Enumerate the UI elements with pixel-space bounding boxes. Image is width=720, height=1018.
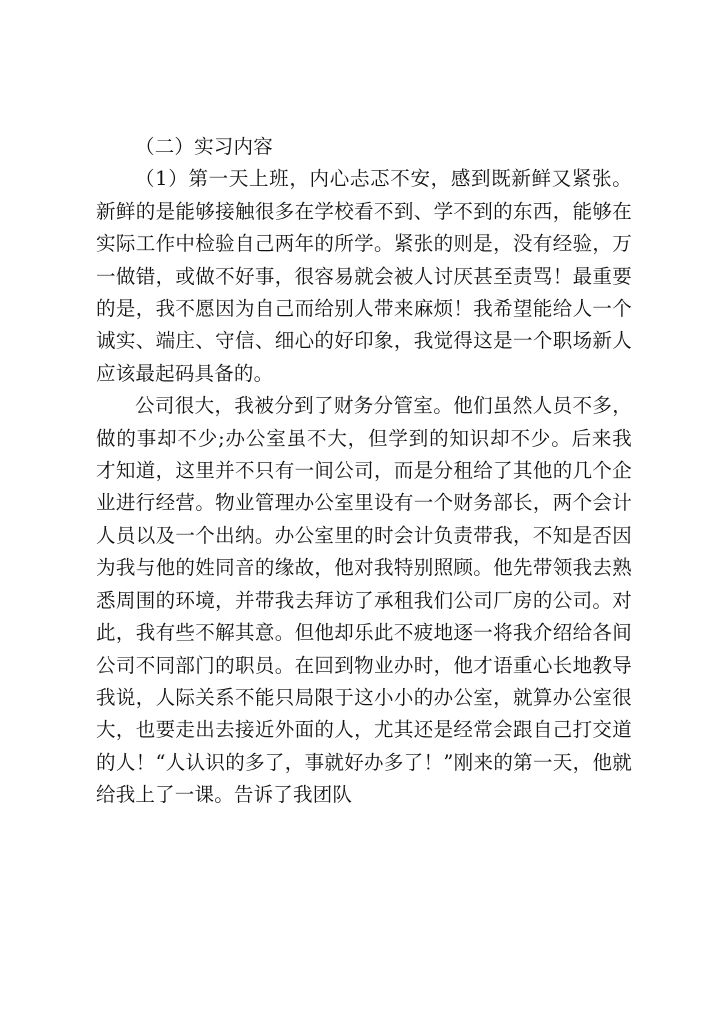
- document-body: [96, 131, 632, 812]
- paragraph-first-day: （1）第一天上班，内心忐忑不安，感到既新鲜又紧张。新鲜的是能够接触很多在学校看不到、学不到的东西，能够在实际工作中检验自己两年的所学。紧张的则是，没有经验，万一做错，或做不好事，很容易就会被人讨厌甚至责骂！最重要的是，我不愿因为自己而给别人带来麻烦！我希望能给人一个诚实、端庄、守信、细心的好印象，我觉得这是一个职场新人应该最起码具备的。: [96, 167, 632, 385]
- paragraph-company: 公司很大，我被分到了财务分管室。他们虽然人员不多，做的事却不少;办公室虽不大，但学到的知识却不少。后来我才知道，这里并不只有一间公司，而是分租给了其他的几个企业进行经营。物业管理办公室里设有一个财务部长，两个会计人员以及一个出纳。办公室里的时会计负责带我，不知是否因为我与他的姓同音的缘故，他对我特别照顾。他先带领我去熟悉周围的环境，并带我去拜访了承租我们公司厂房的公司。对此，我有些不解其意。但他却乐此不疲地逐一将我介绍给各间公司不同部门的职员。在回到物业办时，他才语重心长地教导我说，人际关系不能只局限于这小小的办公室，就算办公室很大，也要走出去接近外面的人，尤其还是经常会跟自己打交道的人！“人认识的多了，事就好办多了！”刚来的第一天，他就给我上了一课。告诉了我团队: [96, 394, 632, 807]
- section-heading: （二）实习内容: [135, 135, 273, 158]
